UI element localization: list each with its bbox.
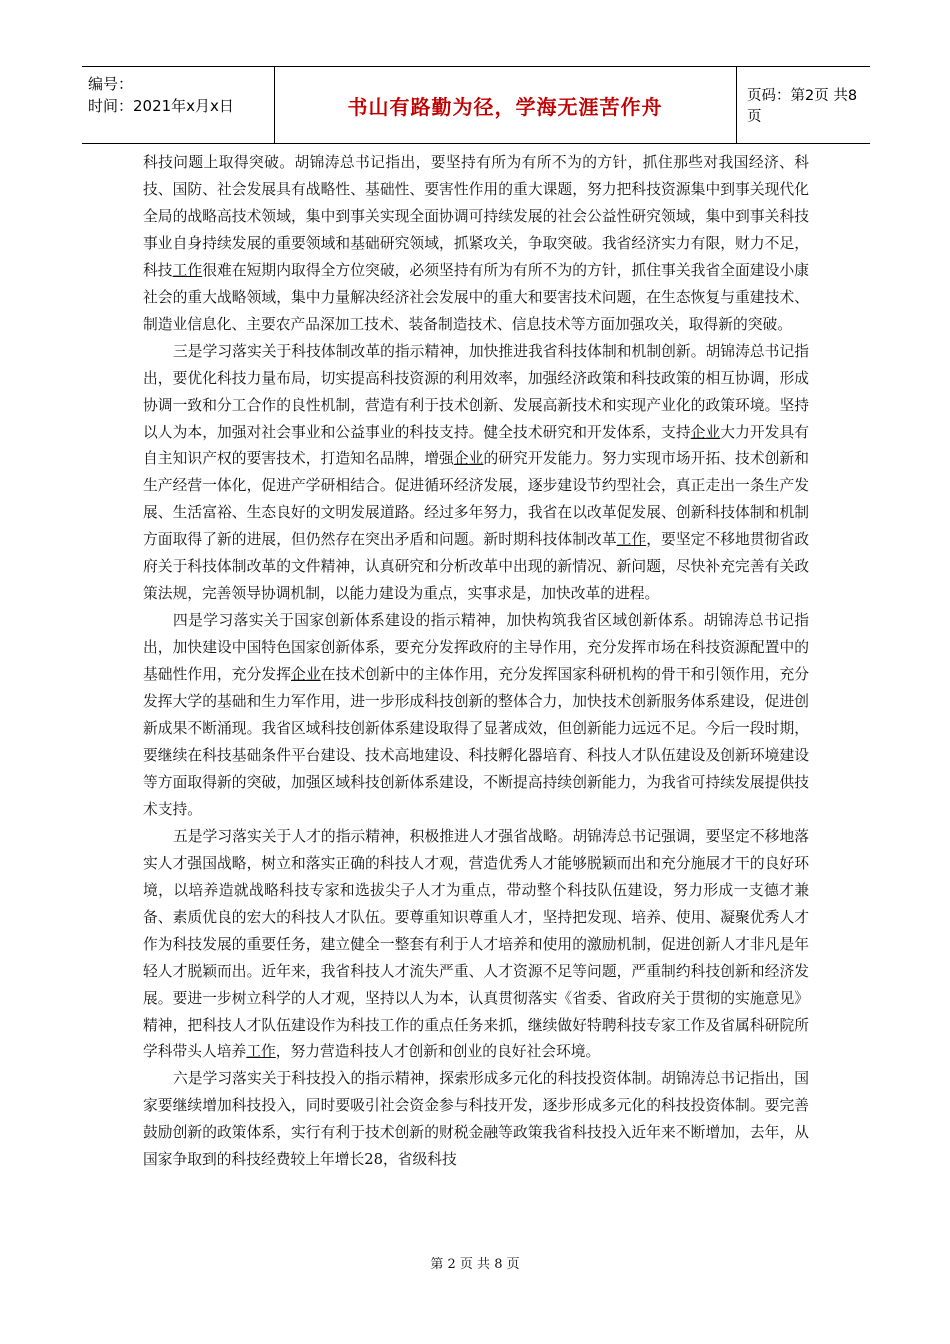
text-segment: 六是学习落实关于科技投入的指示精神，探索形成多元化的科技投资体制。胡锦涛总书记指出，国家要继续增加科技投入，同时要吸引社会资金参与科技开发，逐步形成多元化的科技投资体制。要完善鼓励创新的政策体系，实行有利于技术创新的财税金融等政策我省科技投入近年来不断增加，去年，从国家争取到的科技经费较上年增长28，省级科技 (143, 1070, 809, 1169)
underlined-link-work[interactable]: 工作 (172, 261, 203, 279)
header-page-info: 页码：第2页 共8页 (747, 88, 858, 125)
underlined-link-work[interactable]: 工作 (616, 531, 647, 549)
text-segment: 科技问题上取得突破。胡锦涛总书记指出，要坚持有所为有所不为的方针，抓住那些对我国经济、科技、国防、社会发展具有战略性、基础性、要害性作用的重大课题，努力把科技资源集中到事关现代化全局的战略高技术领域，集中到事关实现全面协调可持续发展的社会公益性研究领域，集中到事关科技事业自身持续发展的重要领域和基础研究领域，抓紧攻关，争取突破。我省经济实力有限，财力不足，科技 (143, 154, 809, 279)
underlined-link-work[interactable]: 工作 (246, 1043, 276, 1061)
text-segment: ，要坚定不移地贯彻省政府关于科技体制改革的文件精神，认真研究和分析改革中出现的新情况、新问题，尽快补充完善有关政策法规，完善领导协调机制，以能力建设为重点，实事求是，加快改革的进程。 (143, 531, 810, 603)
text-segment: 大力开发具有自主知识产权的要害技术，打造知名品牌，增强 (143, 423, 810, 468)
underlined-link-enterprise[interactable]: 企业 (690, 423, 721, 441)
header-page-cell (737, 67, 870, 143)
page-footer: 第 2 页 共 8 页 (430, 1257, 520, 1272)
text-segment: 五是学习落实关于人才的指示精神，积极推进人才强省战略。胡锦涛总书记强调，要坚定不移地落实人才强国战略，树立和落实正确的科技人才观，营造优秀人才能够脱颖而出和充分施展才干的良好环境，以培养造就战略科技专家和选拔尖子人才为重点，带动整个科技队伍建设，努力形成一支德才兼备、素质优良的宏大的科技人才队伍。要尊重知识尊重人才，坚持把发现、培养、使用、凝聚优秀人才作为科技发展的重要任务，建立健全一整套有利于人才培养和使用的激励机制，促进创新人才非凡是年轻人才脱颖而出。近年来，我省科技人才流失严重、人才资源不足等问题，严重制约科技创新和经济发展。要进一步树立科学的人才观，坚持以人为本，认真贯彻落实《省委、省政府关于贯彻的实施意见》精神，把科技人才队伍建设作为科技工作的重点任务来抓，继续做好特聘科技专家工作及省属科研院所学科带头人培养 (143, 827, 809, 1061)
paragraph-4 (143, 824, 809, 1067)
document-number-label: 编号： (88, 75, 134, 93)
text-segment: 三是学习落实关于科技体制改革的指示精神，加快推进我省科技体制和机制创新。胡锦涛总书记指出，要优化科技力量布局，切实提高科技资源的利用效率，加强经济政策和科技政策的相互协调，形成协调一致和分工合作的良性机制，营造有利于技术创新、发展高新技术和实现产业化的政策环境。坚持以人为本，加强对社会事业和公益事业的科技支持。健全技术研究和开发体系，支持 (143, 342, 809, 441)
document-body (143, 150, 809, 1174)
text-segment: ，努力营造科技人才创新和创业的良好社会环境。 (275, 1043, 601, 1061)
header-motto-cell (274, 67, 737, 143)
text-segment: 四是学习落实关于国家创新体系建设的指示精神，加快构筑我省区域创新体系。胡锦涛总书记指出，加快建设中国特色国家创新体系，要充分发挥政府的主导作用，充分发挥市场在科技资源配置中的基础性作用，充分发挥 (143, 612, 809, 684)
page-header (82, 66, 870, 144)
header-motto: 书山有路勤为径，学海无涯苦作舟 (347, 94, 663, 119)
paragraph-1 (143, 150, 809, 339)
document-time-label: 时间：2021年x月x日 (88, 97, 234, 115)
paragraph-2 (143, 339, 809, 609)
paragraph-3 (143, 608, 809, 824)
underlined-link-enterprise[interactable]: 企业 (453, 450, 484, 468)
text-segment: 很难在短期内取得全方位突破，必须坚持有所为有所不为的方针，抓住事关我省全面建设小康社会的重大战略领域，集中力量解决经济社会发展中的重大和要害技术问题，在生态恢复与重建技术、制造业信息化、主要农产品深加工技术、装备制造技术、信息技术等方面加强攻关，取得新的突破。 (143, 261, 810, 333)
text-segment: 在技术创新中的主体作用，充分发挥国家科研机构的骨干和引领作用，充分发挥大学的基础和生力军作用，进一步形成科技创新的整体合力，加快技术创新服务体系建设，促进创新成果不断涌现。我省区域科技创新体系建设取得了显著成效，但创新能力远远不足。今后一段时期，要继续在科技基础条件平台建设、技术高地建设、科技孵化器培育、科技人才队伍建设及创新环境建设等方面取得新的突破，加强区域科技创新体系建设，不断提高持续创新能力，为我省可持续发展提供技术支持。 (143, 666, 810, 818)
paragraph-5 (143, 1066, 809, 1174)
header-meta-cell (82, 67, 275, 143)
text-segment: 的研究开发能力。努力实现市场开拓、技术创新和生产经营一体化，促进产学研相结合。促进循环经济发展，逐步建设节约型社会，真正走出一条生产发展、生活富裕、生态良好的文明发展道路。经过多年努力，我省在以改革促发展、创新科技体制和机制方面取得了新的进展，但仍然存在突出矛盾和问题。新时期科技体制改革 (143, 450, 810, 549)
underlined-link-enterprise[interactable]: 企业 (291, 666, 321, 684)
